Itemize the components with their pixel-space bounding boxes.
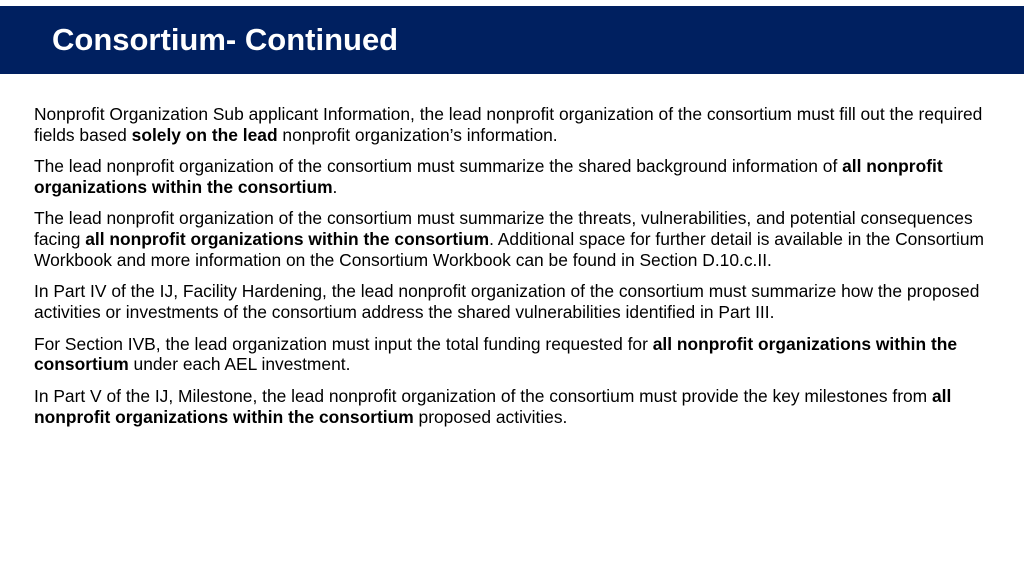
paragraph-milestones [34,386,1006,428]
text-run: . [332,176,338,197]
emphasis-run: solely on the lead [131,124,278,145]
text-run: nonprofit organization’s information. [277,124,558,145]
title-bar [0,6,1024,74]
emphasis-run: all nonprofit organizations within the consortium [85,229,490,250]
emphasis-run: all nonprofit organizations within the consortium [34,385,952,427]
paragraph-funding [34,334,1006,376]
text-run: For Section IVB, the lead organization must input the total funding requested for [34,333,653,354]
paragraph-threats [34,208,1006,270]
text-run: . Additional space for further detail is available in the Consortium Workbook and more information on the Consortium Workbook can be found in Section D.10.c.II. [34,229,985,270]
paragraph-background [34,156,1006,198]
emphasis-run: all nonprofit organizations within the consortium [34,333,958,375]
text-run: In Part V of the IJ, Milestone, the lead nonprofit organization of the consortium must provide the key milestones from [34,385,933,406]
text-run: proposed activities. [413,406,568,427]
text-run: The lead nonprofit organization of the consortium must summarize the shared background information of [34,156,843,177]
paragraph-facility-hardening [34,281,1006,323]
slide-title: Consortium- Continued [52,22,399,57]
paragraph-lead-info [34,104,1006,146]
body-text [34,104,1006,438]
text-run: In Part IV of the IJ, Facility Hardening, the lead nonprofit organization of the consortium must summarize how the proposed activities or investments of the consortium address the shared vulnerabilities identified in Part III. [34,281,980,323]
text-run: The lead nonprofit organization of the consortium must summarize the threats, vulnerabilities, and potential consequences facing [34,208,973,250]
text-run: Nonprofit Organization Sub applicant Information, the lead nonprofit organization of the consortium must fill out the required fields based [34,104,983,145]
emphasis-run: all nonprofit organizations within the consortium [34,156,943,197]
text-run: under each AEL investment. [128,354,351,375]
